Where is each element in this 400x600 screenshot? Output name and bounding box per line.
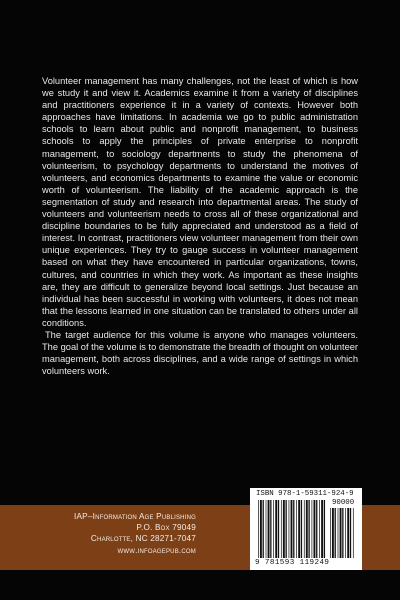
isbn-label: ISBN 978-1-59311-924-9	[256, 490, 354, 498]
barcode-digits: 9 781593 119249	[255, 559, 330, 567]
isbn-barcode-box	[250, 488, 362, 570]
publisher-po-box: P.O. Box 79049	[136, 523, 196, 533]
blurb-paragraph-2: The target audience for this volume is anyone who manages volunteers. The goal of the volume is to demonstrate the breadth of thought on volunteer management, both across disciplines, and a wide range of settings in which volunteers work.	[42, 329, 358, 377]
publisher-info	[0, 511, 196, 556]
back-cover-blurb	[42, 75, 358, 377]
publisher-website: www.infoagepub.com	[117, 545, 196, 555]
publisher-name: IAP–Information Age Publishing	[74, 512, 196, 521]
price-code: 90000	[332, 499, 355, 507]
blurb-paragraph-1: Volunteer management has many challenges, not the least of which is how we study it and view it. Academics examine it from a variety of disciplines and practitioners experience it in a variety of contexts. However both approaches have limitations. In academia we go to public administration schools to learn about public and nonprofit management, to business schools to apply the principles of private enterprise to nonprofit management, to sociology departments to study the phenomena of volunteerism, to psychology departments to understand the motives of volunteers, and economics departments to examine the value or economic worth of volunteerism. The liability of the academic approach is the segmentation of study and research into departmental areas. The study of volunteers and volunteerism needs to cross all of these organizational and discipline boundaries to be fully appreciated and understood as a field of interest. In contrast, practitioners view volunteer management from their own unique experiences. They try to gauge success in volunteer management based on what they have encountered in particular organizations, towns, cultures, and countries in which they work. As important as these insights are, they are difficult to generalize beyond local settings. Just because an individual has been successful in working with volunteers, it does not mean that the lessons learned in one situation can be translated to others under all conditions.	[42, 76, 358, 328]
publisher-city: Charlotte, NC 28271-7047	[90, 534, 196, 544]
